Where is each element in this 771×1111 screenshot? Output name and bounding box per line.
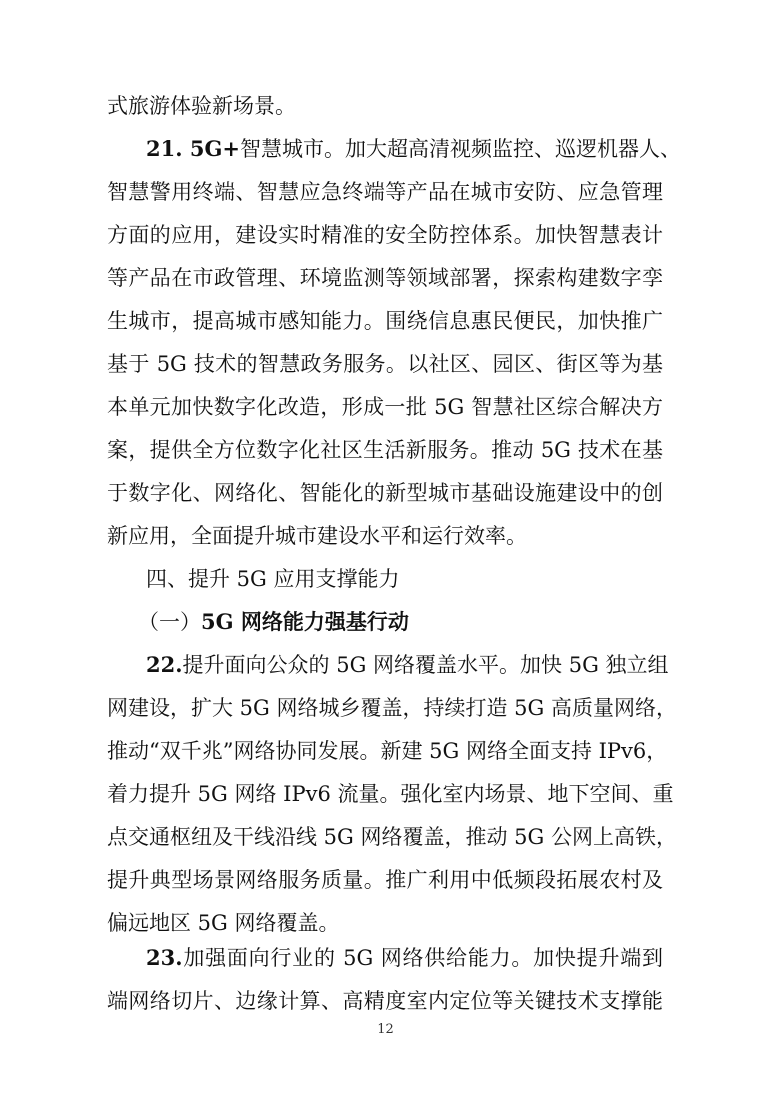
item-21-line: 方面的应用，建设实时精准的安全防控体系。加快智慧表计 [107, 223, 663, 247]
item-21-line: 基于 5G 技术的智慧政务服务。以社区、园区、街区等为基 [107, 352, 663, 376]
subsection-prefix: （一） [138, 610, 201, 634]
item-23-title: 加强面向行业的 5G 网络供给能力。 [182, 946, 534, 970]
item-22-number: 22. [146, 652, 183, 677]
subsection-heading [138, 601, 409, 643]
paragraph-line: 式旅游体验新场景。 [107, 94, 296, 118]
item-23-first-line [146, 937, 663, 979]
item-23-line: 端网络切片、边缘计算、高精度室内定位等关键技术支撑能 [107, 989, 663, 1013]
item-21-title: 智慧城市。 [240, 137, 345, 161]
section-heading: 四、提升 5G 应用支撑能力 [146, 567, 400, 591]
item-22-line: 点交通枢纽及干线沿线 5G 网络覆盖，推动 5G 公网上高铁， [107, 825, 677, 849]
item-21-line: 等产品在市政管理、环境监测等领域部署，探索构建数字孪 [107, 266, 663, 290]
item-22-line: 网建设，扩大 5G 网络城乡覆盖，持续打造 5G 高质量网络， [107, 696, 677, 720]
subsection-title: 5G 网络能力强基行动 [201, 609, 409, 634]
item-22-title: 提升面向公众的 5G 网络覆盖水平。 [182, 653, 521, 677]
item-21-number: 21. 5G+ [146, 136, 240, 161]
item-23-text: 加快提升端到 [533, 946, 663, 970]
item-21-line: 于数字化、网络化、智能化的新型城市基础设施建设中的创 [107, 481, 663, 505]
item-21-first-line [146, 128, 681, 170]
item-22-first-line [146, 644, 669, 686]
item-22-line: 推动“双千兆”网络协同发展。新建 5G 网络全面支持 IPv6， [107, 739, 668, 763]
item-21-line: 生城市，提高城市感知能力。围绕信息惠民便民，加快推广 [107, 309, 663, 333]
item-21-line: 智慧警用终端、智慧应急终端等产品在城市安防、应急管理 [107, 180, 663, 204]
item-21-line: 新应用，全面提升城市建设水平和运行效率。 [107, 524, 527, 548]
item-21-line: 本单元加快数字化改造，形成一批 5G 智慧社区综合解决方 [107, 395, 663, 419]
item-21-line: 案，提供全方位数字化社区生活新服务。推动 5G 技术在基 [107, 438, 663, 462]
item-22-line: 提升典型场景网络服务质量。推广利用中低频段拓展农村及 [107, 868, 663, 892]
item-23-number: 23. [146, 945, 183, 970]
page-number: 12 [377, 1022, 394, 1037]
item-22-line: 偏远地区 5G 网络覆盖。 [107, 911, 340, 935]
item-21-text: 加大超高清视频监控、巡逻机器人、 [345, 137, 681, 161]
item-22-line: 着力提升 5G 网络 IPv6 流量。强化室内场景、地下空间、重 [107, 782, 674, 806]
item-22-text: 加快 5G 独立组 [520, 653, 669, 677]
